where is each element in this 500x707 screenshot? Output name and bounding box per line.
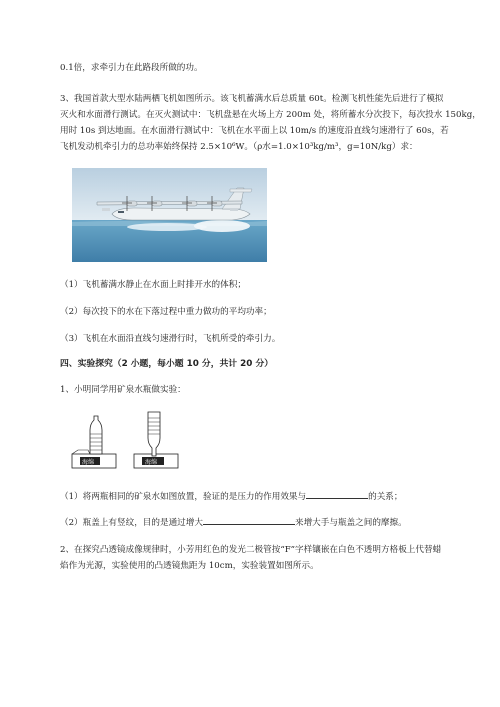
question-2: （2）每次投下的水在下落过程中重力做功的平均功率； (60, 307, 272, 317)
text-line-1: 0.1倍，求牵引力在此路段所做的功。 (60, 63, 203, 73)
sponge-label-right: 海绵 (145, 459, 158, 466)
bottles-on-sponge-figure (68, 410, 188, 472)
experiment-1-question-1-prefix: （1）将两瓶相同的矿泉水如图放置，验证的是压力的作用效果与 (60, 492, 307, 502)
experiment-1-question-1 (60, 489, 403, 503)
experiment-1-question-2-prefix: （2）瓶盖上有竖纹，目的是通过增大 (60, 518, 203, 528)
answer-blank-2[interactable] (203, 515, 295, 525)
experiment-1-question-1-suffix: 的关系； (368, 492, 403, 502)
sponge-label-left: 海绵 (82, 459, 95, 466)
amphibious-plane-photo (72, 168, 267, 262)
section-4-heading: 四、实验探究（2 小题，每小题 10 分，共计 20 分） (60, 359, 274, 369)
answer-blank-1[interactable] (306, 489, 368, 499)
experiment-1-question-2 (60, 515, 407, 529)
experiment-1-question-2-suffix: 来增大手与瓶盖之间的摩擦。 (294, 518, 407, 528)
problem-3-line-3: 用时 10s 到达地面。在水面滑行测试中：飞机在水平面上以 10m/s 的速度沿直线匀速滑行了 60s，若 (60, 126, 449, 136)
question-1: （1）飞机蓄满水静止在水面上时排开水的体积； (60, 280, 246, 290)
experiment-2-line-1: 2、在探究凸透镜成像规律时，小芳用红色的发光二极管按“F”字样镶嵌在白色不透明方格板上代替蜡 (60, 545, 442, 555)
problem-3-line-2: 灭火和水面滑行测试。在灭火测试中：飞机盘悬在火场上方 200m 处，将所蓄水分次投下，每次投水 150kg， (60, 110, 481, 120)
question-3: （3）飞机在水面沿直线匀速滑行时，飞机所受的牵引力。 (60, 334, 281, 344)
experiment-1-intro: 1、小明同学用矿泉水瓶做实验： (60, 385, 186, 395)
problem-3-line-1: 3、我国首款大型水陆两栖飞机如图所示。该飞机蓄满水后总质量 60t。检测飞机性能先后进行了模拟 (60, 94, 444, 104)
problem-3-line-4: 飞机发动机牵引力的总功率始终保持 2.5×10⁶W。（ρ水=1.0×10³kg/m³，g=10N/kg）求： (60, 142, 418, 152)
experiment-2-line-2: 焰作为光源，实验使用的凸透镜焦距为 10cm，实验装置如图所示。 (60, 561, 319, 571)
